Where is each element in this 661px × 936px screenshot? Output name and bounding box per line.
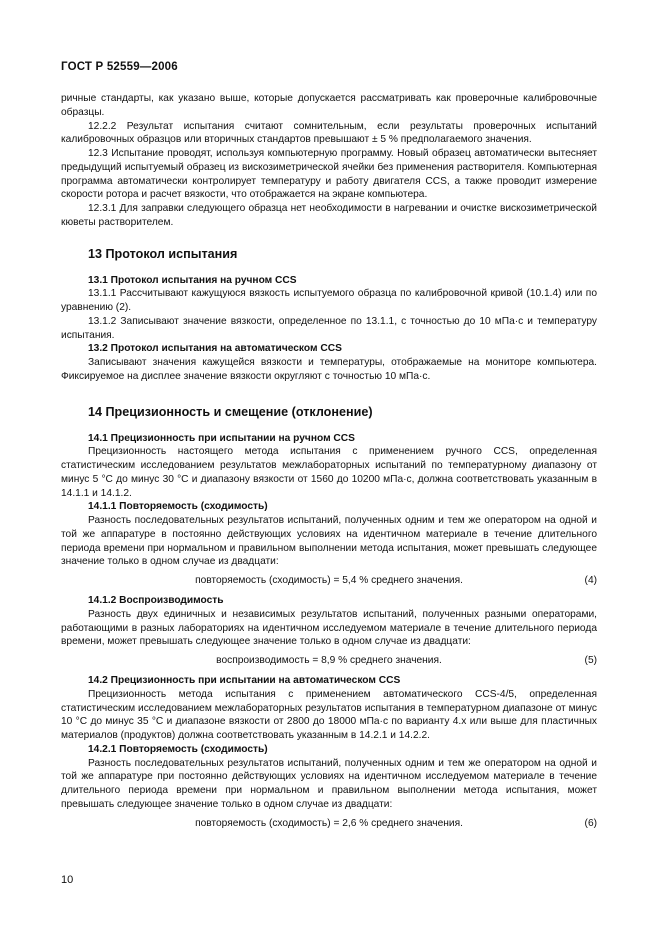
- subsection-13-1-heading: 13.1 Протокол испытания на ручном CCS: [88, 274, 297, 286]
- paragraph-14-1-2: Разность двух единичных и независимых результатов испытаний, полученных разными операторами, работающими в разных лабораториях на идентичном исследуемом материале в течение длительного периода времени, может превышать следующее значение только в одном случае из двадцати:: [61, 608, 597, 648]
- subsection-14-1-2-heading: 14.1.2 Воспроизводимость: [88, 595, 224, 606]
- formula-6-text: повторяемость (сходимость) = 2,6 % среднего значения.: [195, 817, 463, 829]
- formula-4-text: повторяемость (сходимость) = 5,4 % среднего значения.: [195, 575, 463, 586]
- document-header: ГОСТ Р 52559—2006: [61, 61, 178, 73]
- paragraph-14-1-1: Разность последовательных результатов испытаний, полученных одним и тем же оператором на одной и той же аппаратуре в постоянно действующих условиях на идентичном материале в течение длительного периода времени при нормальном и правильном выполнении метода испытания, может превышать следующее значение только в одном случае из двадцати:: [61, 515, 597, 568]
- page-number: 10: [61, 874, 74, 886]
- paragraph-14-2: Прецизионность метода испытания с применением автоматического CCS-4/5, определенная статистическим исследованием межлабораторных результатов испытания в температурном диапазоне от минус 10 °С до минус 35 °С и диапазоне вязкости от 2800 до 18000 мПа·с по варианту 4.х или выше для пластичных материалов (продуктов) должна соответствовать указанным в 14.2.1 и 14.2.2.: [61, 688, 597, 741]
- formula-6-number: (6): [584, 817, 597, 829]
- paragraph-13-1-2: 13.1.2 Записывают значение вязкости, определенное по 13.1.1, с точностью до 10 мПа·с и температуру испытания.: [61, 315, 597, 341]
- subsection-13-2-heading: 13.2 Протокол испытания на автоматическом CCS: [88, 343, 342, 355]
- subsection-14-2-heading: 14.2 Прецизионность при испытании на автоматическом CCS: [88, 675, 401, 686]
- paragraph-14-2-1: Разность последовательных результатов испытаний, полученных одним и тем же оператором на одной и той же аппаратуре при постоянно действующих условиях на идентичном исследуемом материале в течение длительного периода времени при нормальном и правильном выполнении метода испытания, может превышать следующее значение только в одном случае из двадцати:: [61, 757, 597, 810]
- formula-6: [61, 817, 597, 831]
- formula-5-text: воспроизводимость = 8,9 % среднего значения.: [216, 655, 442, 666]
- formula-5: [61, 654, 597, 668]
- paragraph-14-1: Прецизионность настоящего метода испытания с применением ручного CCS, определенная статистическим исследованием результатов межлабораторных испытаний по температурному диапазону от минус 5 °С до минус 30 °С и диапазону вязкости от 1560 до 10200 мПа·с, должна соответствовать указанным в 14.1.1 и 14.1.2.: [61, 446, 597, 499]
- paragraph-13-1-1: 13.1.1 Рассчитывают кажущуюся вязкость испытуемого образца по калибровочной кривой (10.1.4) или по уравнению (2).: [61, 288, 597, 313]
- paragraph-12-3-1: 12.3.1 Для заправки следующего образца нет необходимости в нагревании и очистке вискозиметрической кюветы растворителем.: [61, 203, 597, 228]
- subsection-14-2-1-heading: 14.2.1 Повторяемость (сходимость): [88, 743, 268, 755]
- paragraph-13-2: Записывают значения кажущейся вязкости и температуры, отображаемые на мониторе компьютера. Фиксируемое на дисплее значение вязкости округляют с точностью 10 мПа·с.: [61, 357, 597, 382]
- section-14-heading: 14 Прецизионность и смещение (отклонение): [88, 404, 373, 419]
- paragraph-continuation: ричные стандарты, как указано выше, которые допускается рассматривать как проверочные калибровочные образцы.: [61, 93, 597, 118]
- formula-4: [61, 574, 597, 588]
- formula-5-number: (5): [584, 655, 597, 666]
- subsection-14-1-heading: 14.1 Прецизионность при испытании на ручном CCS: [88, 432, 355, 444]
- paragraph-12-3: 12.3 Испытание проводят, используя компьютерную программу. Новый образец автоматически вытесняет предыдущий испытуемый образец из вискозиметрической ячейки без применения растворителя. Компьютерная программа автоматически контролирует температуру и работу двигателя CCS, а также проводит измерение скорости ротора и расчет вязкости, что отображается на экране компьютера.: [61, 148, 597, 201]
- formula-4-number: (4): [584, 575, 597, 586]
- paragraph-12-2-2: 12.2.2 Результат испытания считают сомнительным, если результаты проверочных испытаний калибровочных образцов или вторичных стандартов превышают ± 5 % предполагаемого значения.: [61, 120, 597, 146]
- document-body: [61, 92, 597, 837]
- subsection-14-1-1-heading: 14.1.1 Повторяемость (сходимость): [88, 501, 268, 513]
- section-13-heading: 13 Протокол испытания: [88, 246, 238, 261]
